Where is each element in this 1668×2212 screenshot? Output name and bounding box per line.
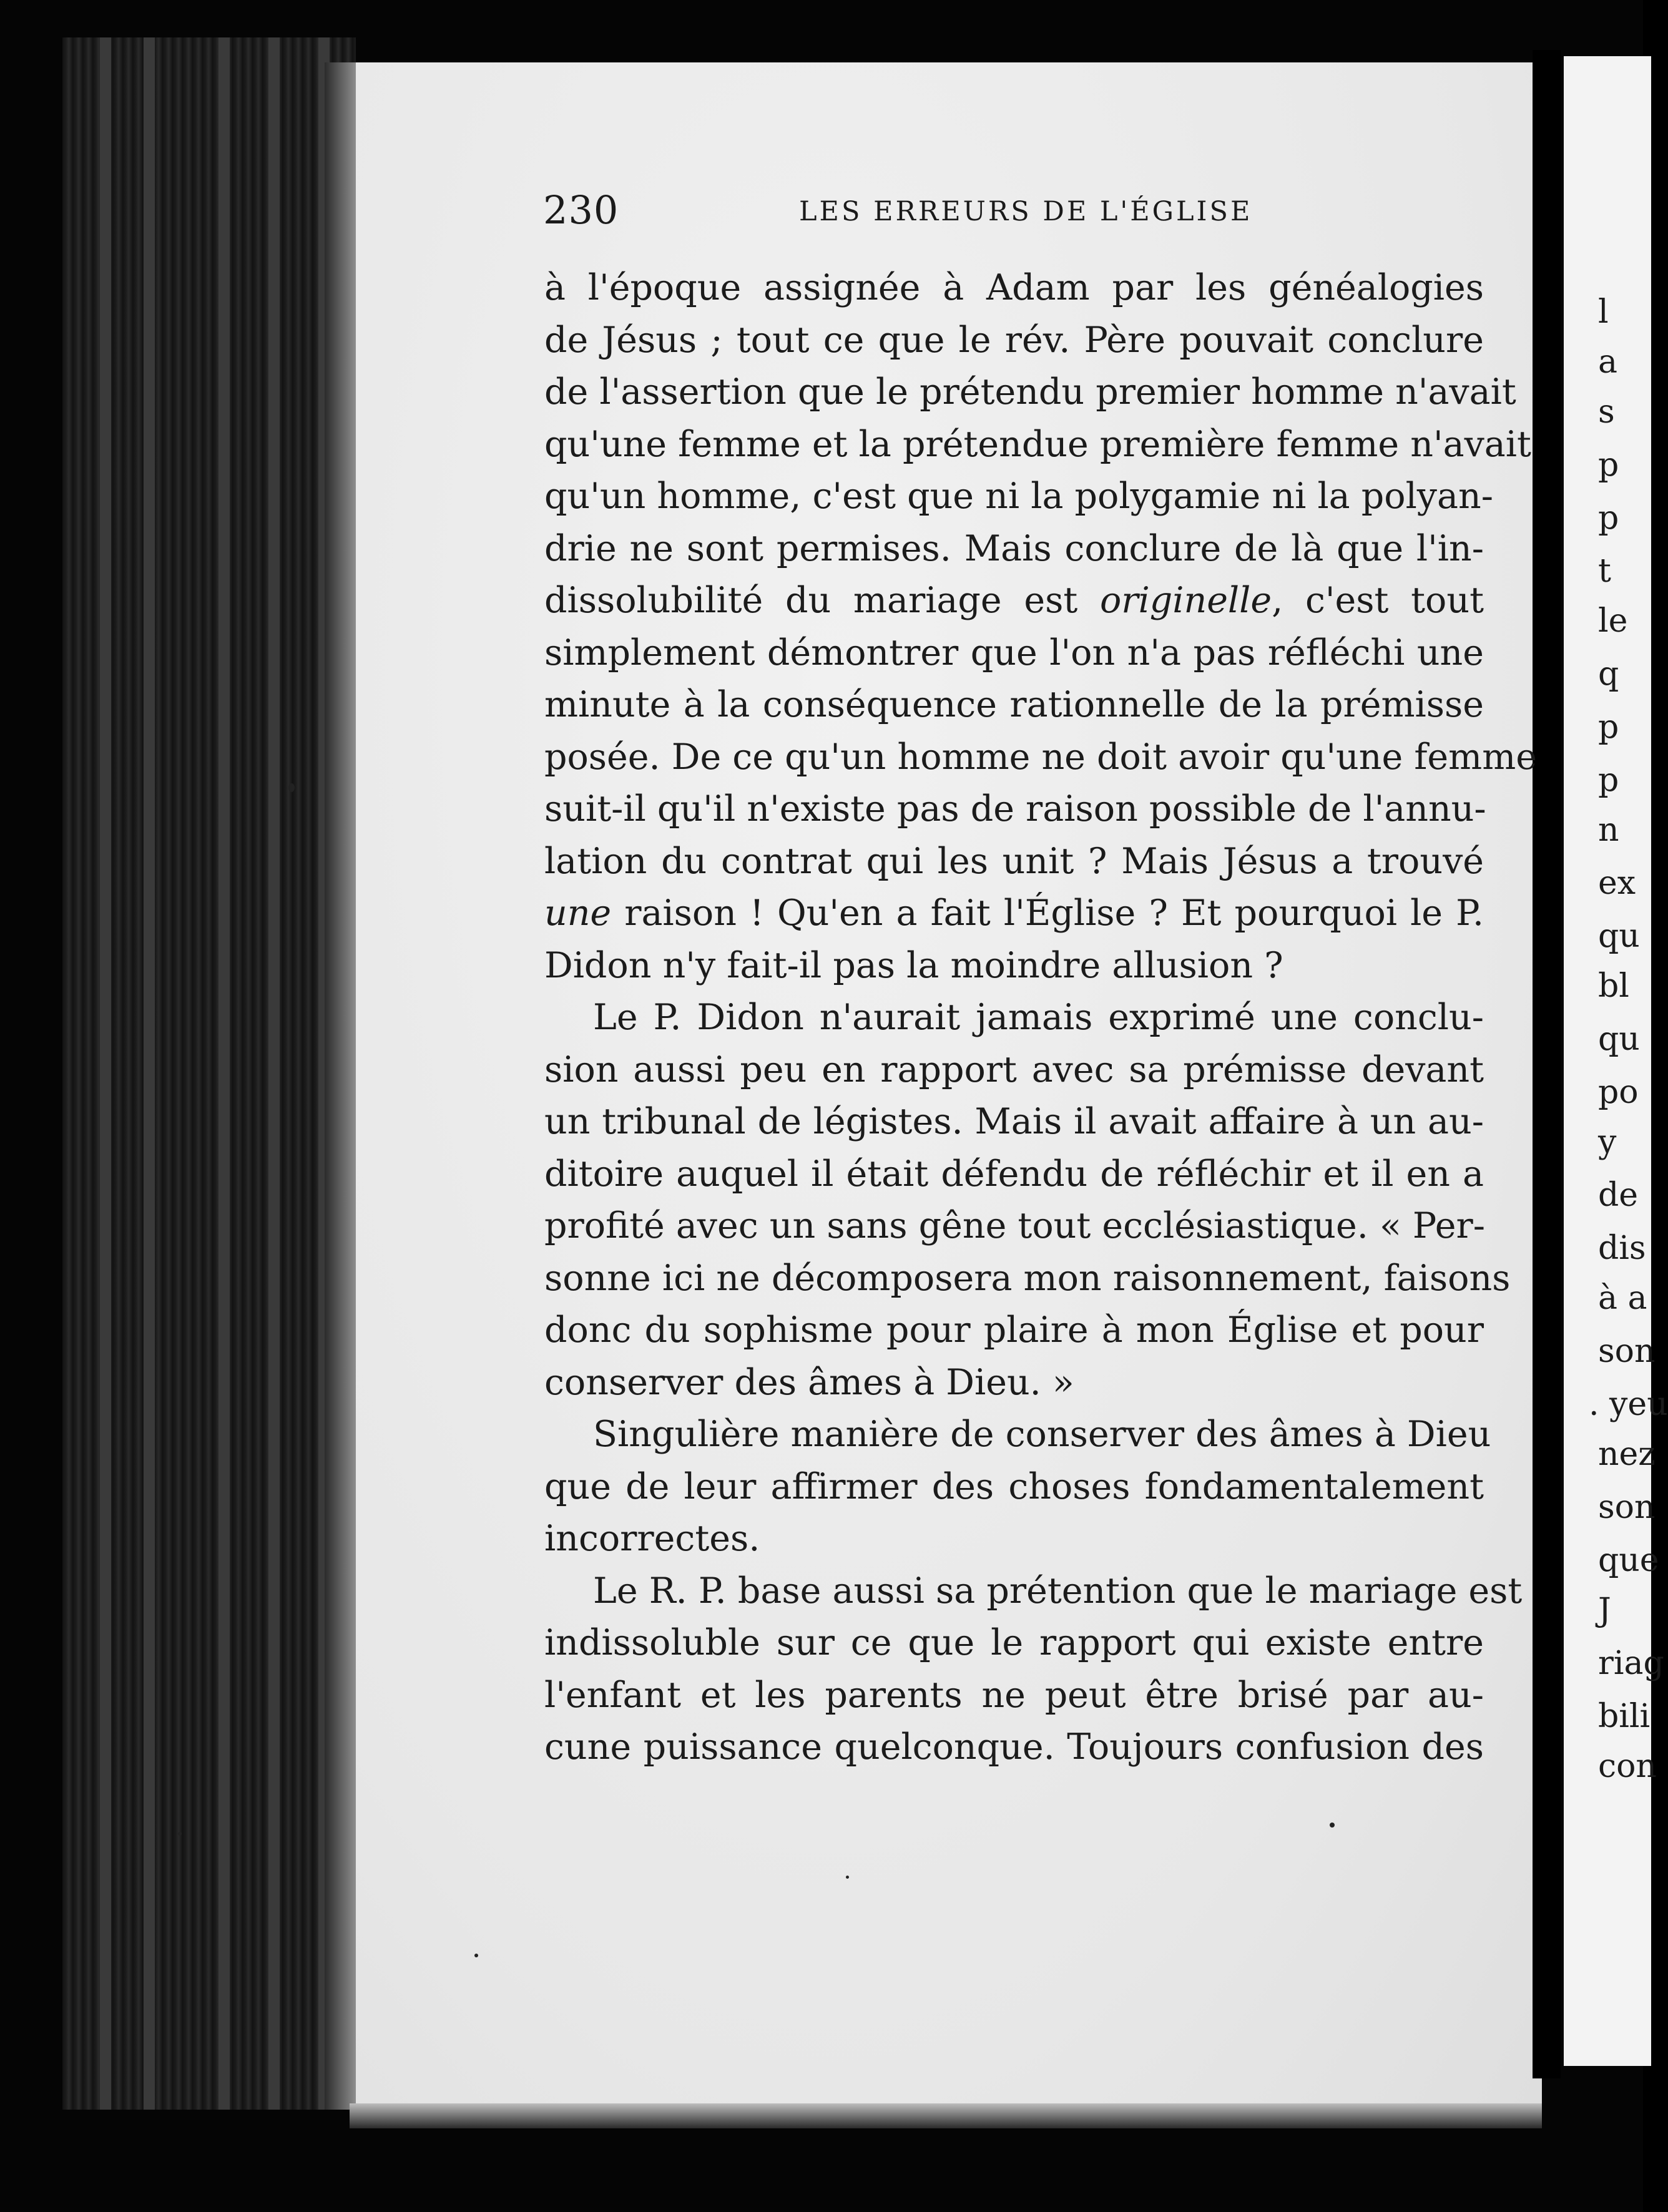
facing-fragment: n (1598, 811, 1619, 849)
text-line: l'enfant et les parents ne peut être brisé par au- (544, 1674, 1484, 1716)
scan-speck (178, 1832, 182, 1836)
text-line: sion aussi peu en rapport avec sa prémisse devant (544, 1049, 1484, 1090)
facing-fragment: bl (1598, 967, 1629, 1005)
facing-fragment: le (1598, 602, 1628, 640)
text-line: sonne ici ne décomposera mon raisonnement, faisons (544, 1257, 1511, 1299)
scan-speck (1330, 1823, 1335, 1828)
page-edge-line (100, 37, 111, 2110)
facing-fragment: y (1598, 1123, 1617, 1161)
facing-fragment: po (1598, 1074, 1639, 1111)
text-line: conserver des âmes à Dieu. » (544, 1361, 1074, 1403)
page-edges-stack (62, 37, 356, 2110)
text-line: posée. De ce qu'un homme ne doit avoir qu'une femme (544, 736, 1537, 778)
page-edge-line (144, 37, 155, 2110)
text-line: dissolubilité du mariage est originelle, c'est tout (544, 580, 1484, 621)
text-line: profité avec un sans gêne tout ecclésiastique. « Per- (544, 1205, 1485, 1246)
text-line: qu'un homme, c'est que ni la polygamie ni la polyan- (544, 476, 1493, 517)
facing-fragment: qu (1598, 1020, 1640, 1058)
page-bottom-edge (350, 2103, 1542, 2128)
facing-fragment: p (1598, 499, 1619, 537)
italic-emphasis: originelle (1099, 580, 1272, 621)
running-head: LES ERREURS DE L'ÉGLISE (799, 196, 1253, 227)
facing-fragment: a (1598, 343, 1618, 381)
facing-fragment: . yeu (1589, 1386, 1668, 1423)
facing-fragment: l (1598, 293, 1609, 331)
scan-speck (474, 1954, 478, 1957)
text-line: incorrectes. (544, 1518, 760, 1559)
text-line: Didon n'y fait-il pas la moindre allusion ? (544, 944, 1283, 986)
text-line: une raison ! Qu'en a fait l'Église ? Et pourquoi le P. (544, 893, 1484, 934)
scan-speck (846, 1876, 849, 1879)
text-line: qu'une femme et la prétendue première femme n'avait (544, 423, 1531, 465)
text-line: suit-il qu'il n'existe pas de raison possible de l'annu- (544, 788, 1486, 830)
text-line: donc du sophisme pour plaire à mon Église et pour (544, 1309, 1484, 1351)
facing-fragment: son (1598, 1333, 1656, 1370)
text-line: un tribunal de légistes. Mais il avait affaire à un au- (544, 1101, 1484, 1142)
facing-fragment: que (1598, 1542, 1659, 1579)
text-line: cune puissance quelconque. Toujours confusion des (544, 1726, 1484, 1768)
page-divider (1533, 50, 1561, 2078)
body-text (544, 262, 1537, 1774)
page-edge-line (268, 37, 280, 2110)
text-line: simplement démontrer que l'on n'a pas réfléchi une (544, 632, 1484, 673)
text-line: lation du contrat qui les unit ? Mais Jésus a trouvé (544, 840, 1484, 882)
facing-fragment: con (1598, 1748, 1657, 1785)
facing-fragment: qu (1598, 918, 1640, 955)
text-line: minute à la conséquence rationnelle de la prémisse (544, 684, 1484, 725)
text-line: que de leur affirmer des choses fondamentalement (544, 1466, 1484, 1507)
page-edge-line (218, 37, 230, 2110)
facing-fragment: dis (1598, 1230, 1646, 1267)
page-number: 230 (543, 187, 619, 233)
facing-fragment: p (1598, 708, 1619, 746)
text-line: ditoire auquel il était défendu de réfléchir et il en a (544, 1153, 1484, 1195)
text-line: indissoluble sur ce que le rapport qui existe entre (544, 1622, 1484, 1663)
text-line: de Jésus ; tout ce que le rév. Père pouvait conclure (544, 319, 1484, 361)
facing-fragment: p (1598, 446, 1619, 484)
facing-fragment: nez (1598, 1436, 1656, 1473)
text-line: à l'époque assignée à Adam par les généalogies (544, 267, 1484, 308)
facing-fragment: J (1598, 1592, 1611, 1629)
facing-fragment: son (1598, 1489, 1656, 1526)
scan-speck (288, 783, 295, 792)
facing-fragment: p (1598, 761, 1619, 799)
facing-fragment: q (1598, 655, 1619, 693)
facing-fragment: à a (1598, 1280, 1647, 1317)
text-line: Le P. Didon n'aurait jamais exprimé une conclu- (593, 997, 1484, 1038)
facing-fragment: t (1598, 552, 1611, 590)
facing-fragment: de (1598, 1177, 1639, 1214)
text-line: de l'assertion que le prétendu premier homme n'avait (544, 371, 1516, 413)
italic-emphasis: une (544, 893, 612, 934)
facing-fragment: s (1598, 393, 1615, 431)
text-line: Le R. P. base aussi sa prétention que le mariage est (593, 1570, 1523, 1612)
facing-fragment: riag (1598, 1645, 1664, 1682)
facing-fragment: ex (1598, 864, 1636, 902)
facing-fragment: bili (1598, 1698, 1651, 1735)
text-line: Singulière manière de conserver des âmes à Dieu (593, 1414, 1491, 1455)
text-line: drie ne sont permises. Mais conclure de là que l'in- (544, 527, 1484, 569)
page-header (543, 187, 1292, 243)
